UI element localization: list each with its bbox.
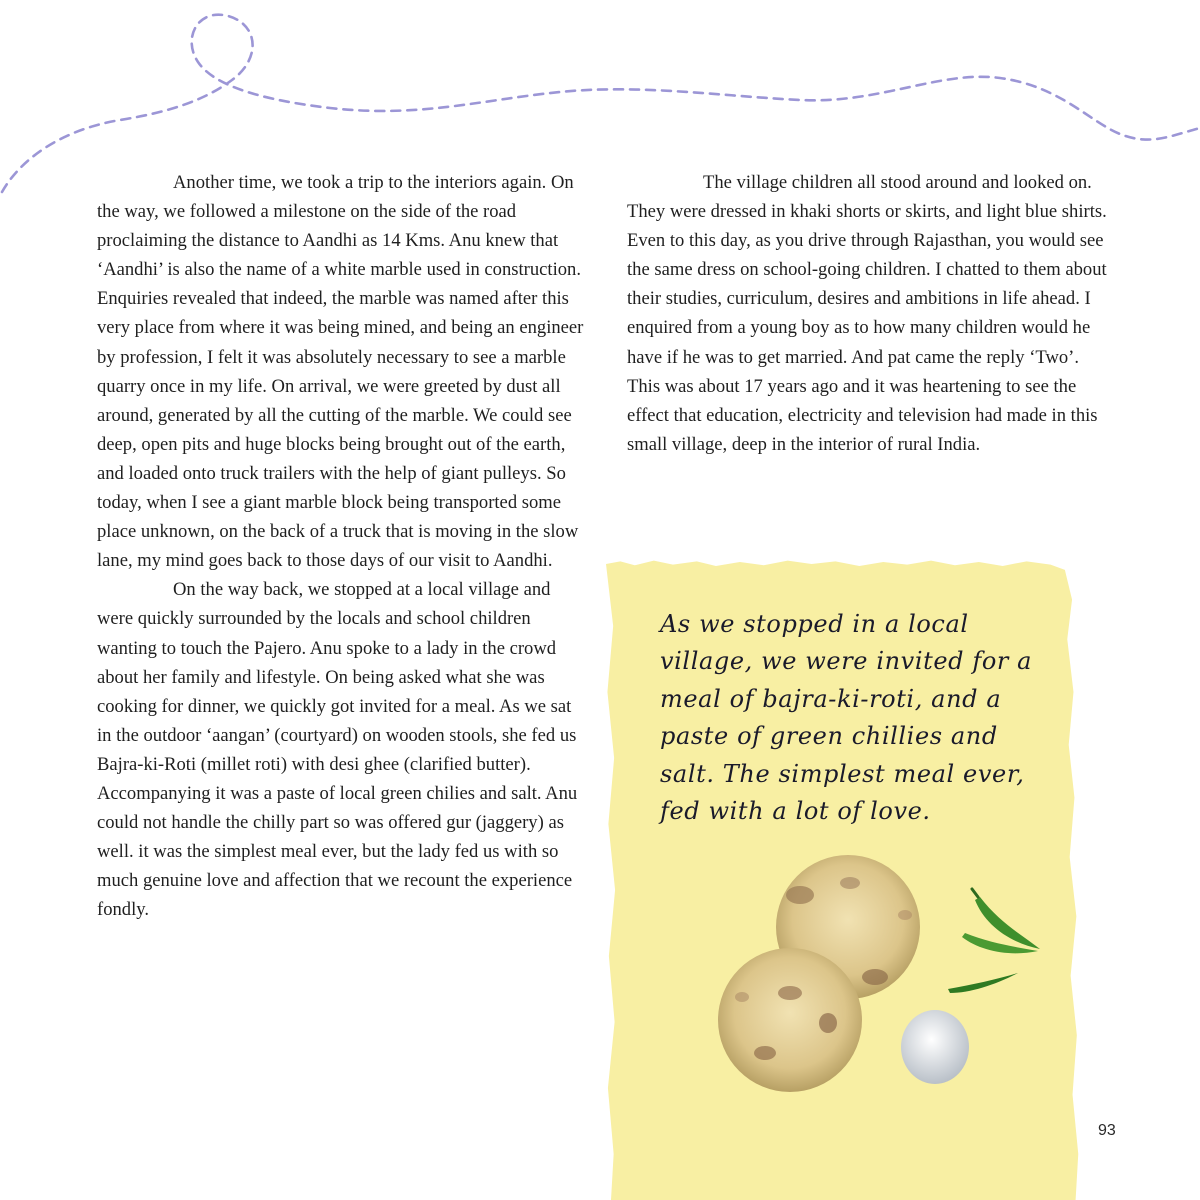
green-chilli-icon [948,889,1040,993]
page-number: 93 [1098,1122,1116,1139]
paragraph-village-children: The village children all stood around and looked on. They were dressed in khaki shorts or skirts, and light blue shirts. Even to this day, as you drive through Rajasthan, you would see the same dress on school-going children. I chatted to them about their studies, curriculum, desires and ambitions in life ahead. I enquired from a young boy as to how many children would he have if he was to get married. And pat came the reply ‘Two’. This was about 17 years ago and it was heartening to see the effect that education, electricity and television had made in this small village, deep in the interior of rural India. [627,172,1107,455]
salt-icon [901,1010,969,1084]
paragraph-village-meal: On the way back, we stopped at a local village and were quickly surrounded by the locals and school children wanting to touch the Pajero. Anu spoke to a lady in the crowd about her family and lifestyle. On being asked what she was cooking for dinner, we quickly got invited for a meal. As we sat in the outdoor ‘aangan’ (courtyard) on wooden stools, she fed us Bajra-ki-Roti (millet roti) with desi ghee (clarified butter). Accompanying it was a paste of local green chilies and salt. Anu could not handle the chilly part so was offered gur (jaggery) as well. it was the simplest meal ever, but the lady fed us with so much genuine love and affection that we recount the experience fondly. [97,579,578,921]
paragraph-quarry-visit: Another time, we took a trip to the interiors again. On the way, we followed a milestone on the side of the road proclaiming the distance to Aandhi as 14 Kms. Anu knew that ‘Aandhi’ is also the name of a white marble used in construction. Enquiries revealed that indeed, the marble was named after this very place from where it was being mined, and being an engineer by profession, I felt it was absolutely necessary to see a marble quarry once in my life. On arrival, we were greeted by dust all around, generated by all the cutting of the marble. We could see deep, open pits and huge blocks being brought out of the earth, and loaded onto truck trailers with the help of giant pulleys. So today, when I see a giant marble block being transported some place unknown, on the back of a truck that is moving in the slow lane, my mind goes back to those days of our visit to Aandhi. [97,172,584,572]
right-text-column [627,168,1112,459]
handwritten-note-text: As we stopped in a local village, we were invited for a meal of bajra-ki-roti, and a paste of green chillies and salt. The simplest meal ever, fed with a lot of love. [660,610,1033,826]
roti-icon [718,948,862,1092]
left-text-column [97,168,589,924]
food-illustration [700,845,1060,1095]
